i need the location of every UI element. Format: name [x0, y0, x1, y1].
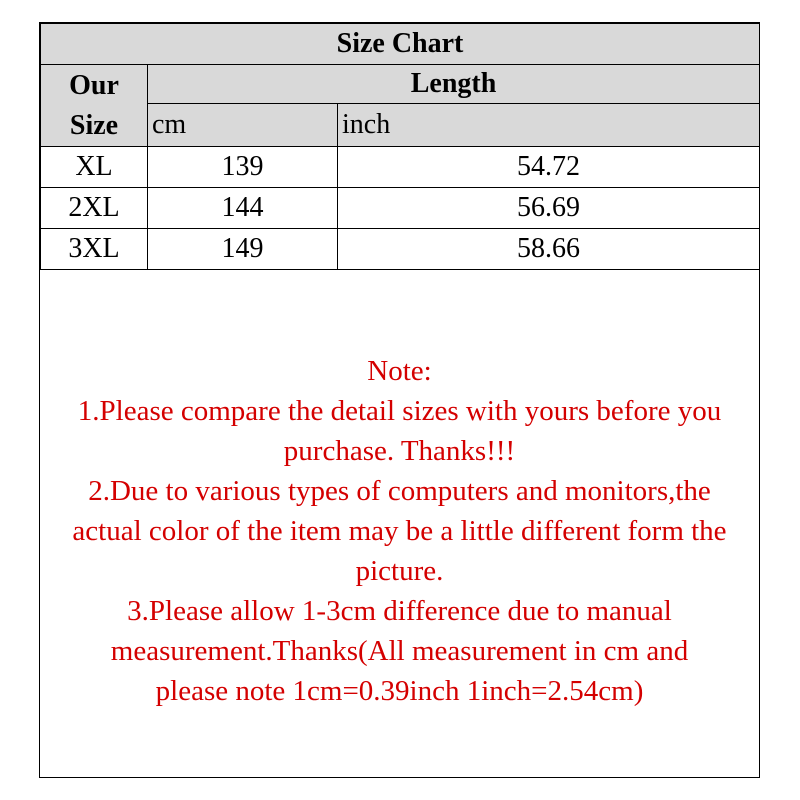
note-line: 1.Please compare the detail sizes with yours before you	[77, 395, 722, 427]
size-cell: 3XL	[41, 229, 148, 270]
note-heading: Note:	[367, 355, 432, 387]
unit-cm-header: cm	[148, 104, 338, 147]
inch-cell: 56.69	[338, 188, 760, 229]
our-size-header	[41, 65, 148, 147]
note-line: purchase. Thanks!!!	[283, 435, 516, 467]
note-line: please note 1cm=0.39inch 1inch=2.54cm)	[155, 675, 644, 707]
note-line: 3.Please allow 1-3cm difference due to manual	[127, 595, 672, 627]
inch-cell: 54.72	[338, 147, 760, 188]
cm-cell: 139	[148, 147, 338, 188]
table-row	[41, 188, 760, 229]
note-block	[40, 351, 759, 711]
unit-inch-header: inch	[338, 104, 760, 147]
unit-row	[41, 104, 760, 147]
cm-cell: 149	[148, 229, 338, 270]
note-line: picture.	[355, 555, 444, 587]
table-row	[41, 229, 760, 270]
size-cell: 2XL	[41, 188, 148, 229]
header-row	[41, 65, 760, 104]
note-line: measurement.Thanks(All measurement in cm and	[110, 635, 689, 667]
length-header: Length	[148, 65, 760, 104]
cm-cell: 144	[148, 188, 338, 229]
inch-cell: 58.66	[338, 229, 760, 270]
our-size-label: Our Size	[69, 69, 119, 141]
size-chart-sheet	[39, 22, 760, 778]
size-chart-table	[40, 23, 760, 270]
size-cell: XL	[41, 147, 148, 188]
size-chart-title: Size Chart	[41, 24, 760, 65]
note-line: 2.Due to various types of computers and monitors,the	[88, 475, 711, 507]
note-line: actual color of the item may be a little different form the	[72, 515, 727, 547]
title-row	[41, 24, 760, 65]
table-row	[41, 147, 760, 188]
